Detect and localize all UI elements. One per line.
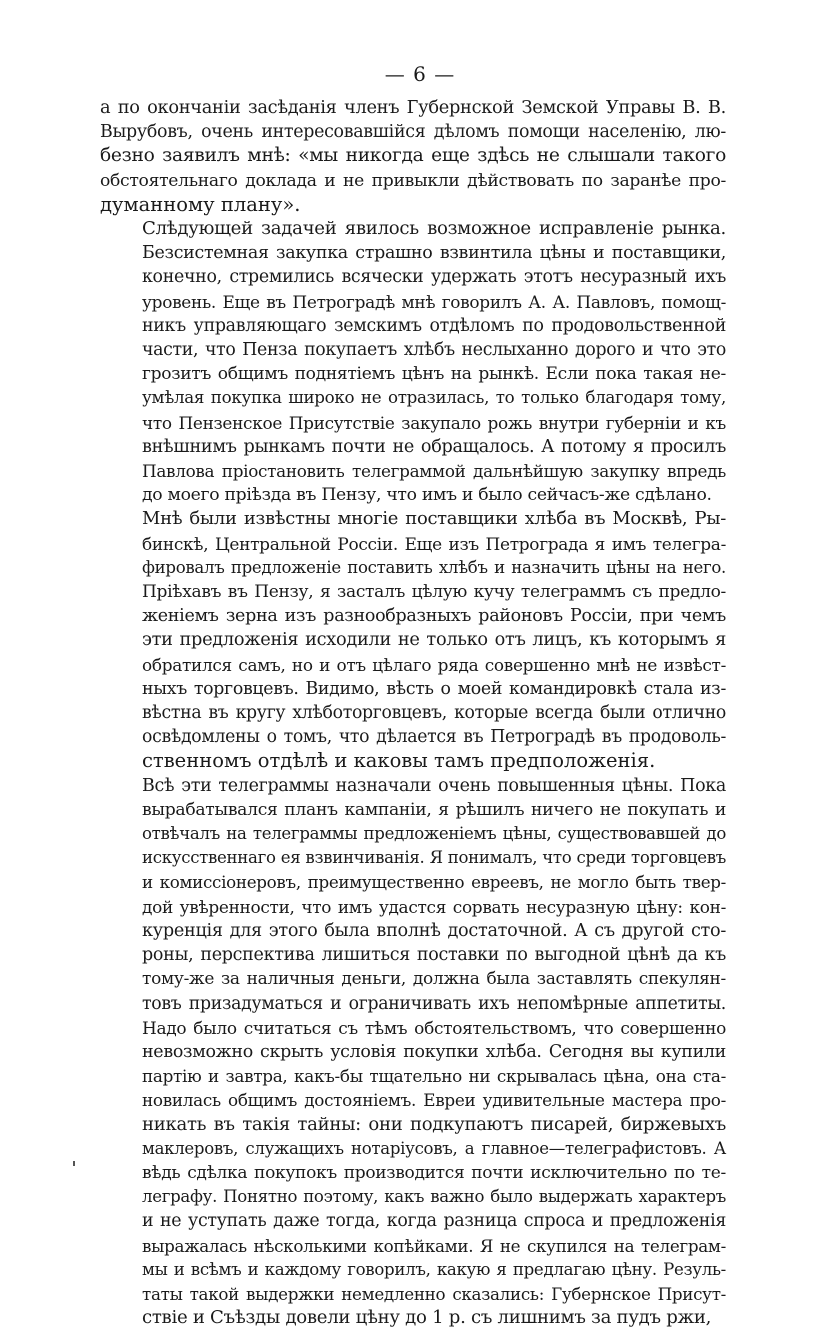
text-line: Безсистемная закупка страшно взвинтила цѣны и поставщики, (142, 243, 726, 264)
text-line: Всѣ эти телеграммы назначали очень повышенныя цѣны. Пока (142, 775, 726, 796)
text-line: Вырубовъ, очень интересовавшійся дѣломъ помощи населенію, лю- (100, 122, 726, 143)
paragraph (100, 507, 726, 773)
text-line: фировалъ предложеніе поставить хлѣбъ и назначить цѣны на него. (142, 557, 726, 577)
text-line: новилась общимъ достояніемъ. Евреи удивительные мастера про- (142, 1090, 726, 1111)
text-line: мы и всѣмъ и каждому говорилъ, какую я предлагаю цѣну. Резуль- (142, 1259, 726, 1279)
text-line: женіемъ зерна изъ разнообразныхъ районовъ Россіи, при чемъ (142, 606, 726, 627)
text-line: дой увѣренности, что имъ удастся сорвать несуразную цѣну: кон- (142, 896, 726, 917)
text-line: части, что Пенза покупаетъ хлѣбъ неслыханно дорого и что это (142, 340, 726, 361)
text-line: Слѣдующей задачей явилось возможное исправленіе рынка. (142, 218, 726, 240)
text-line: вѣдь сдѣлка покупокъ производится почти исключительно по те- (142, 1162, 726, 1183)
text-line: искусственнаго ея взвинчиванія. Я понималъ, что среди торговцевъ (142, 848, 726, 868)
text-line: отвѣчалъ на телеграммы предложеніемъ цѣны, существовавшей до (142, 824, 726, 844)
text-line: и не уступать даже тогда, когда разница спроса и предложенія (142, 1211, 726, 1232)
text-line: обстоятельнаго доклада и не привыкли дѣйствовать по заранѣе про- (100, 170, 726, 191)
text-body (100, 96, 726, 1330)
text-line: ственномъ отдѣлѣ и каковы тамъ предположенія. (142, 749, 656, 773)
text-line: выражалась нѣсколькими копѣйками. Я не скупился на телеграм- (142, 1235, 726, 1256)
text-line: партію и завтра, какъ-бы тщательно ни скрывалась цѣна, она ста- (142, 1066, 726, 1087)
text-line: а по окончаніи засѣданія членъ Губернской Земской Управы В. В. (100, 97, 726, 118)
paragraph (100, 217, 726, 507)
text-line: обратился самъ, но и отъ цѣлаго ряда совершенно мнѣ не извѣст- (142, 654, 726, 675)
text-line: никъ управляющаго земскимъ отдѣломъ по продовольственной (142, 315, 726, 336)
text-line: куренція для этого была вполнѣ достаточной. А съ другой сто- (142, 920, 726, 941)
text-line: бинскѣ, Центральной Россіи. Еще изъ Петрограда я имъ телегра- (142, 533, 726, 554)
margin-mark (73, 1161, 75, 1166)
text-line: и комиссіонеровъ, преимущественно евреевъ, не могло быть твер- (142, 872, 726, 892)
text-line: ствіе и Съѣзды довели цѣну до 1 р. съ лишнимъ за пудъ ржи, (142, 1307, 712, 1329)
text-line: леграфу. Понятно поэтому, какъ важно было выдержать характеръ (142, 1187, 726, 1207)
text-line: до моего пріѣзда въ Пензу, что имъ и было сейчасъ-же сдѣлано. (142, 485, 712, 506)
text-line: Мнѣ были извѣстны многіе поставщики хлѣба въ Москвѣ, Ры- (142, 508, 726, 530)
text-line: что Пензенское Присутствіе закупало рожь внутри губерніи и къ (142, 412, 726, 433)
paragraph (100, 96, 726, 217)
text-line: грозитъ общимъ поднятіемъ цѣнъ на рынкѣ. Если пока такая не- (142, 364, 726, 385)
text-line: умѣлая покупка широко не отразилась, то только благодаря тому, (142, 388, 726, 408)
paragraph (100, 774, 726, 1330)
text-line: Пріѣхавъ въ Пензу, я засталъ цѣлую кучу телеграммъ съ предло- (142, 582, 726, 603)
text-line: конечно, стремились всячески удержать этотъ несуразный ихъ (142, 267, 726, 288)
text-line: Надо было считаться съ тѣмъ обстоятельствомъ, что совершенно (142, 1017, 726, 1038)
text-line: тому-же за наличныя деньги, должна была заставлять спекулян- (142, 969, 726, 990)
text-line: внѣшнимъ рынкамъ почти не обращалось. А потому я просилъ (142, 436, 726, 457)
text-line: освѣдомлены о томъ, что дѣлается въ Петроградѣ въ продоволь- (142, 727, 726, 748)
text-line: безно заявилъ мнѣ: «мы никогда еще здѣсь не слышали такого (100, 145, 726, 167)
text-line: вѣстна въ кругу хлѣботорговцевъ, которые всегда были отлично (142, 703, 726, 724)
text-line: товъ призадуматься и ограничивать ихъ непомѣрные аппетиты. (142, 993, 726, 1014)
text-line: таты такой выдержки немедленно сказались: Губернское Присут- (142, 1283, 726, 1304)
text-line: уровень. Еще въ Петроградѣ мнѣ говорилъ А. А. Павловъ, помощ- (142, 291, 726, 312)
text-line: вырабатывался планъ кампаніи, я рѣшилъ ничего не покупать и (142, 799, 726, 820)
page-number: — 6 — (384, 62, 456, 86)
text-line: роны, перспектива лишиться поставки по выгодной цѣнѣ да къ (142, 945, 726, 966)
text-line: никать въ такія тайны: они подкупаютъ писарей, биржевыхъ (142, 1113, 726, 1135)
text-line: маклеровъ, служащихъ нотаріусовъ, а главное—телеграфистовъ. А (142, 1138, 726, 1158)
text-line: думанному плану». (100, 192, 301, 216)
text-line: ныхъ торговцевъ. Видимо, вѣсть о моей командировкѣ стала из- (142, 678, 726, 699)
text-line: эти предложенія исходили не только отъ лицъ, къ которымъ я (142, 630, 726, 651)
text-line: Павлова пріостановить телеграммой дальнѣйшую закупку впредь (142, 461, 726, 482)
text-line: невозможно скрыть условія покупки хлѣба. Сегодня вы купили (142, 1041, 726, 1062)
